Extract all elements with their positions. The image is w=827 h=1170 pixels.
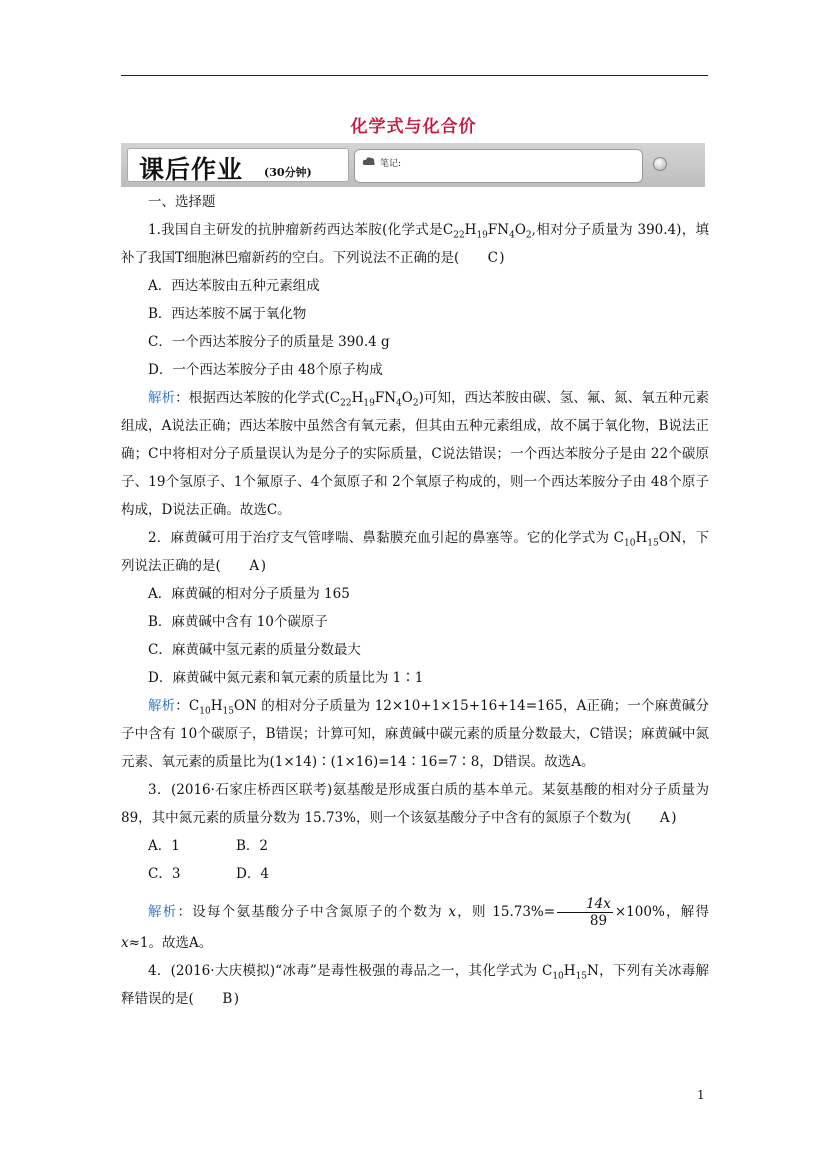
option-a: A．麻黄碱的相对分子质量为 165: [148, 586, 350, 602]
question-2-stem: 2．麻黄碱可用于治疗支气管哮喘、鼻黏膜充血引起的鼻塞等。它的化学式为 $C_{10}H_{15}ON$，下列说法正确的是( A ): [121, 524, 709, 580]
option-c: C．麻黄碱中氢元素的质量分数最大: [148, 642, 361, 658]
option-a: A．西达苯胺由五种元素组成: [148, 278, 320, 294]
answer-mark: A: [249, 558, 260, 574]
page-title: 化学式与化合价: [350, 117, 477, 137]
question-4-stem: 4．(2016·大庆模拟)“冰毒”是毒性极强的毒品之一，其化学式为 $C_{10}H_{15}N$，下列有关冰毒解释错误的是( B ): [121, 957, 709, 1013]
notes-field[interactable]: [354, 149, 643, 183]
question-2-explanation: 解析：$C_{10}H_{15}ON$ 的相对分子质量为 12×10+1×15+16+14=165，A正确；一个麻黄碱分子中含有 10个碳原子，B错误；计算可知，麻黄碱中碳元素的质量分数最大，C错误；麻黄碱中氮元素、氧元素的质量比为(1×14)∶(1×16)=14∶16=7∶8，D错误。故选A。: [121, 698, 709, 770]
banner-time-text: (30分钟): [264, 166, 312, 179]
option-d: D．麻黄碱中氮元素和氧元素的质量比为 1∶1: [148, 670, 424, 686]
header-rule: [121, 75, 708, 76]
answer-mark: A: [659, 810, 670, 826]
question-1-explanation: 解析：根据西达苯胺的化学式$(C_{22}H_{19}FN_4O_2)$可知，西达苯胺由碳、氢、氟、氮、氧五种元素组成，A说法正确；西达苯胺中虽然含有氧元素，但其由五种元素组成，故不属于氧化物，B说法正确；C中将相对分子质量误认为是分子的实际质量，C说法错误；一个西达苯胺分子是由 22个碳原子、19个氢原子、1个氟原子、4个氮原子和 2个氧原子构成的，则一个西达苯胺分子由 48个原子构成，D说法正确。故选C。: [121, 390, 709, 518]
question-1-stem: 1.我国自主研发的抗肿瘤新药西达苯胺(化学式是$C_{22}H_{19}FN_4O_2$,相对分子质量为 390.4)，填补了我国T细胞淋巴瘤新药的空白。下列说法不正确的是( C): [121, 216, 709, 272]
question-3-stem: 3．(2016·石家庄桥西区联考)氨基酸是形成蛋白质的基本单元。某氨基酸的相对分子质量为 89，其中氮元素的质量分数为 15.73%，则一个该氨基酸分子中含有的氮原子个数为( A ): [121, 776, 709, 832]
option-d: D．一个西达苯胺分子由 48个原子构成: [148, 362, 383, 378]
answer-mark: B: [222, 991, 233, 1007]
section-heading: 一、选择题: [148, 194, 216, 210]
option-row-2: C．3 D．4: [148, 866, 269, 882]
option-row-1: A．1 B．2: [148, 838, 269, 854]
option-c: C．一个西达苯胺分子的质量是 390.4 g: [148, 334, 390, 350]
notes-label: 笔记:: [380, 159, 402, 169]
question-list: [121, 188, 709, 1013]
homework-banner: [121, 143, 705, 187]
answer-mark: C: [487, 250, 498, 266]
question-3-explanation: 解析：设每个氨基酸分子中含氮原子的个数为 x，则 15.73%= $\frac{14x}{89}$ ×100%，解得 x≈1。故选A。: [121, 896, 709, 951]
page-number: 1: [697, 1088, 705, 1102]
banner-label: [127, 148, 349, 182]
banner-main-text: 课后作业: [139, 155, 244, 184]
fraction: $\frac{14x}{89}$: [557, 896, 613, 929]
notes-toggle-button[interactable]: [653, 157, 667, 171]
option-b: B．麻黄碱中含有 10个碳原子: [148, 614, 328, 630]
option-b: B．西达苯胺不属于氧化物: [148, 306, 307, 322]
cloud-icon: [362, 156, 376, 166]
